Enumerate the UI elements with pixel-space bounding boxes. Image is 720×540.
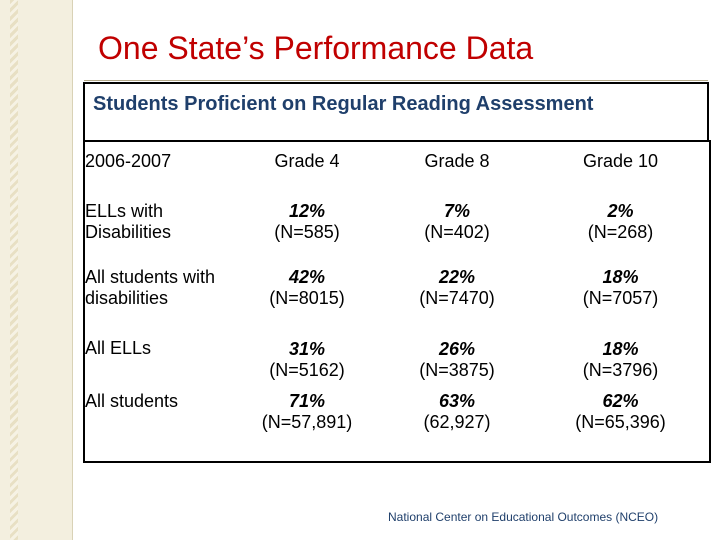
cell-grade-10 — [532, 387, 710, 462]
title-divider — [84, 80, 708, 81]
cell-grade-10 — [532, 195, 710, 261]
table-row — [84, 261, 710, 331]
decorative-side-bar — [0, 0, 73, 540]
table-row — [84, 195, 710, 261]
count-value: (N=402) — [424, 222, 490, 242]
count-value: (N=585) — [274, 222, 340, 242]
percent-value: 18% — [602, 267, 639, 287]
slide-title: One State’s Performance Data — [98, 30, 534, 66]
table-row — [84, 331, 710, 387]
cell-grade-10 — [532, 331, 710, 387]
count-value: (N=7057) — [582, 288, 659, 308]
header-grade-4: Grade 4 — [274, 151, 340, 171]
percent-value: 12% — [288, 201, 326, 221]
count-value: (N=65,396) — [575, 412, 666, 432]
count-value: (62,927) — [423, 412, 491, 432]
count-value: (N=7470) — [419, 288, 495, 308]
row-label: ELLs with Disabilities — [85, 201, 172, 242]
source-footer: National Center on Educational Outcomes (NCEO) — [388, 510, 659, 524]
row-label: All students with disabilities — [85, 267, 216, 308]
cell-grade-10 — [532, 261, 710, 331]
percent-value: 7% — [443, 201, 470, 221]
percent-value: 31% — [288, 339, 326, 359]
count-value: (N=3875) — [419, 360, 495, 380]
count-value: (N=5162) — [269, 360, 345, 380]
cell-grade-8 — [382, 387, 532, 462]
header-grade-10: Grade 10 — [582, 151, 659, 171]
cell-grade-4 — [232, 195, 382, 261]
performance-table — [83, 140, 711, 463]
table-row — [84, 387, 710, 462]
percent-value: 18% — [602, 339, 639, 359]
row-label: All ELLs — [85, 338, 152, 358]
header-year: 2006-2007 — [85, 151, 172, 171]
count-value: (N=3796) — [582, 360, 659, 380]
percent-value: 71% — [288, 391, 326, 411]
header-grade-8: Grade 8 — [424, 151, 490, 171]
cell-grade-8 — [382, 331, 532, 387]
cell-grade-4 — [232, 331, 382, 387]
decorative-stripe — [10, 0, 18, 540]
cell-grade-8 — [382, 261, 532, 331]
row-label: All students — [85, 391, 179, 411]
percent-value: 22% — [438, 267, 476, 287]
percent-value: 63% — [438, 391, 476, 411]
header-row — [84, 141, 710, 195]
percent-value: 26% — [438, 339, 476, 359]
count-value: (N=57,891) — [261, 412, 353, 432]
cell-grade-8 — [382, 195, 532, 261]
percent-value: 2% — [607, 201, 634, 221]
count-value: (N=268) — [587, 222, 654, 242]
cell-grade-4 — [232, 387, 382, 462]
count-value: (N=8015) — [269, 288, 345, 308]
percent-value: 62% — [602, 391, 639, 411]
table-subheading: Students Proficient on Regular Reading Assessment — [83, 82, 709, 142]
cell-grade-4 — [232, 261, 382, 331]
percent-value: 42% — [288, 267, 326, 287]
